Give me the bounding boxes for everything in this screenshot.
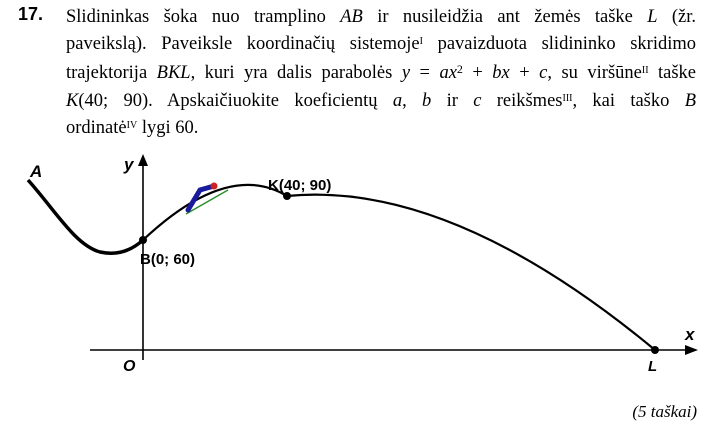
- problem-line-2: paveikslą). Paveiksle koordinačių sistemoje$^I$ pavaizduota slidininko skridimo: [66, 34, 696, 54]
- point-B: [139, 236, 147, 244]
- label-K: K(40; 90): [268, 177, 332, 194]
- point-L: [651, 346, 659, 354]
- label-A: A: [30, 162, 43, 181]
- footnote-mark-2: II: [641, 65, 649, 76]
- label-origin: O: [123, 358, 136, 375]
- label-y-axis: y: [124, 155, 134, 174]
- footnote-mark-1: I: [419, 36, 423, 47]
- problem-line-1: Slidininkas šoka nuo tramplino AB ir nusileidžia ant žemės taške L (žr.: [66, 7, 696, 27]
- x-axis-arrow: [685, 345, 698, 355]
- problem-line-5: ordinatė$^{IV}$ lygi 60.: [66, 118, 199, 138]
- label-B: B(0; 60): [140, 251, 196, 268]
- points-value: (5 taškai): [632, 402, 697, 421]
- y-axis-arrow: [138, 154, 148, 166]
- label-L: L: [648, 358, 658, 375]
- ramp-curve: [28, 180, 143, 253]
- trajectory-parabola: [143, 185, 655, 350]
- footnote-mark-3: III: [562, 93, 573, 104]
- footnote-mark-4: IV: [126, 120, 138, 131]
- skier-icon: [186, 183, 228, 215]
- problem-line-3: trajektorija BKL, kuri yra dalis parabolės $y = ax^2$ + bx + c, su viršūne$^{II}$ taške: [66, 62, 697, 83]
- trajectory-figure: [0, 140, 711, 400]
- label-x-axis: x: [685, 325, 695, 344]
- problem-number: 17.: [18, 4, 44, 24]
- problem-line-4: K(40; 90). Apskaičiuokite koeficientų a, b ir c reikšmes$^{III}$, kai taško B: [66, 91, 697, 111]
